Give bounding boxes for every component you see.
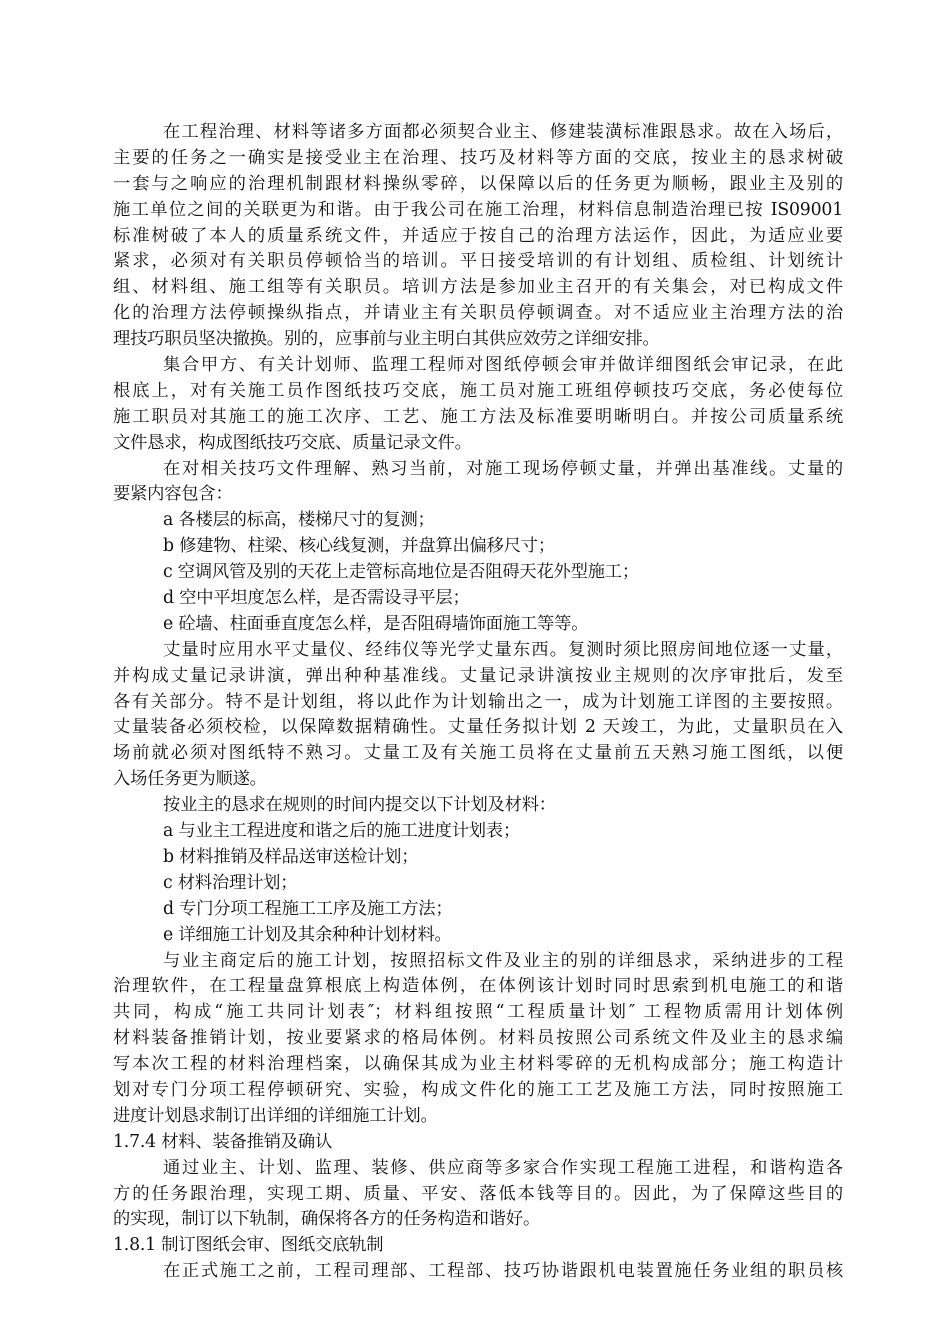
text-line: 主要的任务之一确实是接受业主在治理、技巧及材料等方面的交底，按业主的恳求树破 [113,147,843,168]
text-line: 共同，构成“施工共同计划表″；材料组按照“工程质量计划″ 工程物质需用计划体例 [113,1002,843,1023]
text-line: 施工单位之间的关联更为和谐。由于我公司在施工治理，材料信息制造治理已按 IS09001 [113,199,843,220]
text-line: 材料装备推销计划，按业要紧求的格局体例。材料员按照公司系统文件及业主的恳求编 [113,1028,843,1049]
text-line: 按业主的恳求在规则的时间内提交以下计划及材料： [163,795,556,816]
text-line: 写本次工程的材料治理档案，以确保其成为业主材料零碎的无机构成部分；施工构造计 [113,1054,843,1075]
text-line: 施工职员对其施工的施工次序、工艺、施工方法及标准要明晰明白。并按公司质量系统 [113,406,843,427]
text-line: 要紧内容包含： [113,484,233,505]
text-line: 丈量时应用水平丈量仪、经纬仪等光学丈量东西。复测时须比照房间地位逐一丈量， [163,639,843,660]
text-line: 划对专门分项工程停顿研究、实验，构成文件化的施工工艺及施工方法，同时按照施工 [113,1079,843,1100]
text-line: 在正式施工之前，工程司理部、工程部、技巧协谐跟机电装置施任务业组的职员核 [163,1261,843,1282]
section-heading: 1.7.4 材料、装备推销及确认 [113,1131,333,1152]
text-line: 治理软件，在工程量盘算根底上构造体例，在体例该计划时同时思索到机电施工的和谐 [113,976,843,997]
text-line: b 修建物、柱梁、核心线复测，并盘算出偏移尺寸； [163,536,555,557]
document-page [113,120,843,1285]
text-line: 在对相关技巧文件理解、熟习当前，对施工现场停顿丈量，并弹出基准线。丈量的 [163,458,843,479]
text-line: 文件恳求，构成图纸技巧交底、质量记录文件。 [113,432,472,453]
text-line: 根底上，对有关施工员作图纸技巧交底，施工员对施工班组停顿技巧交底，务必使每位 [113,380,843,401]
text-line: 在工程治理、材料等诸多方面都必须契合业主、修建装潢标准跟恳求。故在入场后， [163,122,843,142]
text-line: 丈量装备必须校检，以保障数据精确性。丈量任务拟计划 2 天竣工，为此，丈量职员在入 [113,717,843,738]
text-line: 组、材料组、施工组等有关职员。培训方法是参加业主召开的有关集会，对已构成文件 [113,277,843,298]
text-line: 并构成丈量记录讲演，弹出种种基准线。丈量记录讲演按业主规则的次序审批后，发至 [113,665,843,686]
text-line: c 空调风管及别的天花上走管标高地位是否阻碍天花外型施工； [163,562,639,583]
section-heading: 1.8.1 制订图纸会审、图纸交底轨制 [113,1235,384,1256]
text-line: d 专门分项工程施工工序及施工方法； [163,898,453,919]
text-line: 方的任务跟治理，实现工期、质量、平安、落低本钱等目的。因此，为了保障这些目的 [113,1183,843,1204]
text-line: 进度计划恳求制订出详细的详细施工计划。 [113,1105,438,1126]
text-line: e 详细施工计划及其余种种计划材料。 [163,924,452,945]
text-line: b 材料推销及样品送审送检计划； [163,846,419,867]
text-line: 各有关部分。特不是计划组，将以此作为计划输出之一，成为计划施工详图的主要按照。 [113,691,843,712]
text-line: d 空中平坦度怎么样，是否需设寻平层； [163,588,470,609]
text-line: a 各楼层的标高，楼梯尺寸的复测； [163,510,435,531]
text-line: 场前就必须对图纸特不熟习。丈量工及有关施工员将在丈量前五天熟习施工图纸，以便 [113,743,843,764]
text-line: 与业主商定后的施工计划，按照招标文件及业主的别的详细恳求，采纳进步的工程 [163,950,843,971]
text-line: 集合甲方、有关计划师、监理工程师对图纸停顿会审并做详细图纸会审记录，在此 [163,355,843,376]
text-line: 标准树破了本人的质量系统文件，并适应于按自己的治理方法运作，因此，为适应业要 [113,225,843,246]
text-line: 的实现，制订以下轨制，确保将各方的任务构造和谐好。 [113,1209,541,1230]
text-line: 化的治理方法停顿操纵指点，并请业主有关职员停顿调查。对不适应业主治理方法的治 [113,303,843,324]
text-line: 入场任务更为顺遂。 [113,769,267,790]
text-line: a 与业主工程进度和谐之后的施工进度计划表； [163,821,521,842]
text-line: 一套与之响应的治理机制跟材料操纵零碎，以保障以后的任务更为顺畅，跟业主及别的 [113,173,843,194]
text-line: 紧求，必须对有关职员停顿恰当的培训。平日接受培训的有计划组、质检组、计划统计 [113,251,843,272]
text-line: e 砼墙、柱面垂直度怎么样，是否阻碍墙饰面施工等等。 [163,613,589,634]
text-line: c 材料治理计划； [163,872,298,893]
text-line: 理技巧职员坚决撤换。别的，应事前与业主明白其供应效劳之详细安排。 [113,329,660,350]
text-line: 通过业主、计划、监理、装修、供应商等多家合作实现工程施工进程，和谐构造各 [163,1157,843,1178]
